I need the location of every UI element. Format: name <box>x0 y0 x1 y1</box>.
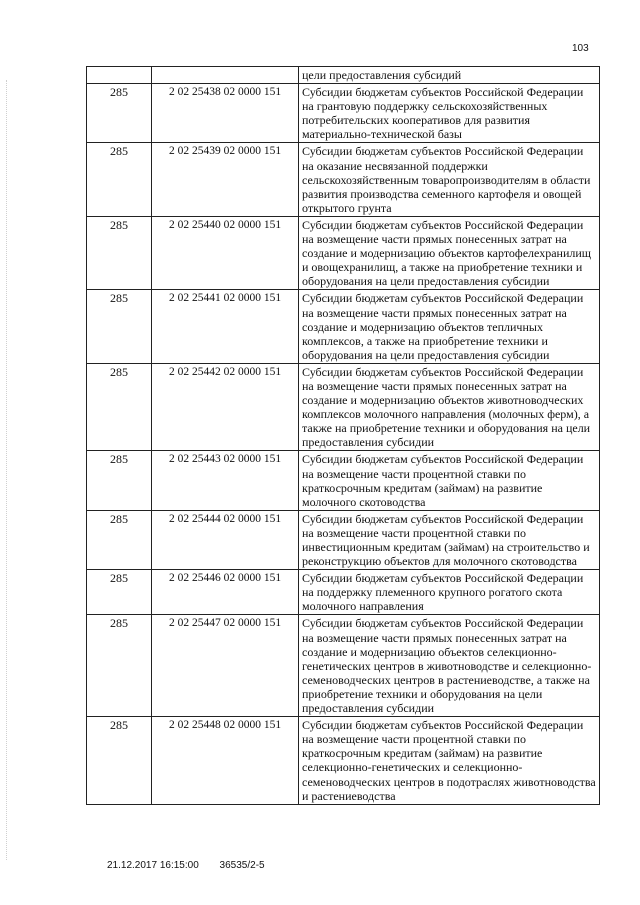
cell-budget-code <box>152 67 299 84</box>
page-number: 103 <box>572 43 589 54</box>
cell-budget-code: 2 02 25439 02 0000 151 <box>152 143 299 216</box>
cell-revenue-name: Субсидии бюджетам субъектов Российской Федерации на возмещение части процентной ставки по краткосрочным кредитам (займам) на развитие селекционно-генетических и селекционно-семеноводческих центров в подотраслях животноводства и растениеводства <box>299 717 600 805</box>
cell-admin-code: 285 <box>87 290 152 363</box>
cell-revenue-name: Субсидии бюджетам субъектов Российской Федерации на возмещение части прямых понесенных затрат на создание и модернизацию объектов животноводческих комплексов молочного направления (молочных ферм), а также на приобретение техники и оборудования на цели предоставления субсидии <box>299 363 600 451</box>
table-row <box>87 143 600 216</box>
table-row <box>87 363 600 451</box>
table-row <box>87 290 600 363</box>
cell-admin-code: 285 <box>87 615 152 717</box>
cell-admin-code: 285 <box>87 570 152 615</box>
table-row <box>87 451 600 510</box>
cell-revenue-name: Субсидии бюджетам субъектов Российской Федерации на оказание несвязанной поддержки сельскохозяйственным товаропроизводителям в области развития производства семенного картофеля и овощей открытого грунта <box>299 143 600 216</box>
cell-budget-code: 2 02 25442 02 0000 151 <box>152 363 299 451</box>
table-row <box>87 216 600 289</box>
cell-revenue-name: Субсидии бюджетам субъектов Российской Федерации на возмещение части процентной ставки по краткосрочным кредитам (займам) на развитие молочного скотоводства <box>299 451 600 510</box>
page-footer <box>107 860 265 871</box>
footer-timestamp: 21.12.2017 16:15:00 <box>107 860 199 871</box>
table-row <box>87 67 600 84</box>
cell-budget-code: 2 02 25448 02 0000 151 <box>152 717 299 805</box>
table-row <box>87 615 600 717</box>
cell-admin-code: 285 <box>87 216 152 289</box>
cell-revenue-name: Субсидии бюджетам субъектов Российской Федерации на возмещение части процентной ставки по инвестиционным кредитам (займам) на строительство и реконструкцию объектов для молочного скотоводства <box>299 510 600 569</box>
cell-revenue-name: Субсидии бюджетам субъектов Российской Федерации на поддержку племенного крупного рогатого скота молочного направления <box>299 570 600 615</box>
table-row <box>87 84 600 143</box>
cell-budget-code: 2 02 25446 02 0000 151 <box>152 570 299 615</box>
cell-admin-code: 285 <box>87 451 152 510</box>
cell-revenue-name: Субсидии бюджетам субъектов Российской Федерации на возмещение части прямых понесенных затрат на создание и модернизацию объектов селекционно-генетических центров в животноводстве и селекционно-семеноводческих центров в растениеводстве, а также на приобретение техники и оборудования на цели предоставления субсидии <box>299 615 600 717</box>
cell-revenue-name: цели предоставления субсидий <box>299 67 600 84</box>
cell-admin-code: 285 <box>87 510 152 569</box>
cell-budget-code: 2 02 25444 02 0000 151 <box>152 510 299 569</box>
cell-revenue-name: Субсидии бюджетам субъектов Российской Федерации на возмещение части прямых понесенных затрат на создание и модернизацию объектов картофелехранилищ и овощехранилищ, а также на приобретение техники и оборудования на цели предоставления субсидии <box>299 216 600 289</box>
cell-budget-code: 2 02 25440 02 0000 151 <box>152 216 299 289</box>
cell-revenue-name: Субсидии бюджетам субъектов Российской Федерации на возмещение части прямых понесенных затрат на создание и модернизацию объектов тепличных комплексов, а также на приобретение техники и оборудования на цели предоставления субсидии <box>299 290 600 363</box>
table-body <box>87 67 600 805</box>
scan-margin-artifact <box>6 80 9 860</box>
cell-admin-code: 285 <box>87 84 152 143</box>
cell-budget-code: 2 02 25438 02 0000 151 <box>152 84 299 143</box>
cell-revenue-name: Субсидии бюджетам субъектов Российской Федерации на грантовую поддержку сельскохозяйственных потребительских кооперативов для развития материально-технической базы <box>299 84 600 143</box>
table-row <box>87 510 600 569</box>
cell-budget-code: 2 02 25447 02 0000 151 <box>152 615 299 717</box>
cell-budget-code: 2 02 25441 02 0000 151 <box>152 290 299 363</box>
cell-admin-code: 285 <box>87 363 152 451</box>
table-row <box>87 717 600 805</box>
cell-budget-code: 2 02 25443 02 0000 151 <box>152 451 299 510</box>
table-row <box>87 570 600 615</box>
budget-classification-table <box>86 66 600 805</box>
cell-admin-code: 285 <box>87 717 152 805</box>
cell-admin-code: 285 <box>87 143 152 216</box>
cell-admin-code <box>87 67 152 84</box>
footer-document-number: 36535/2-5 <box>219 860 265 871</box>
